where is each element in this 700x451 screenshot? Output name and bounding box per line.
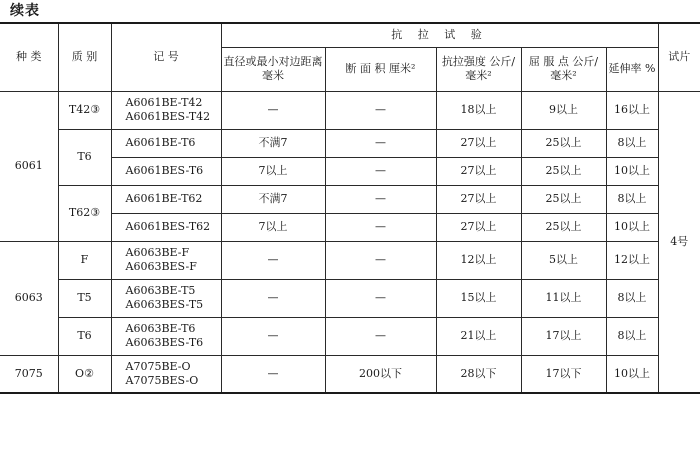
code-cell [111,91,221,129]
diameter-cell: 不满7 [221,185,325,213]
header-kind: 种 类 [0,23,58,91]
code-text: A7075BES-O [125,373,199,387]
elongation-cell: 16以上 [606,91,658,129]
code-cell [111,241,221,279]
elongation-cell: 12以上 [606,241,658,279]
area-cell: — [325,241,436,279]
yield-cell: 25以上 [521,213,606,241]
diameter-cell: 不满7 [221,129,325,157]
code-text: A6063BES-T6 [125,336,204,349]
tensile-cell: 15以上 [436,279,521,317]
code-cell [111,355,221,393]
code-text: A7075BE-O [125,360,191,373]
table-row [0,185,700,213]
code-cell [111,129,221,157]
yield-cell: 9以上 [521,91,606,129]
kind-cell: 7075 [0,355,58,393]
spec-table [0,22,700,394]
area-cell: — [325,91,436,129]
kind-cell: 6061 [0,91,58,241]
kind-cell: 6063 [0,241,58,355]
code-text: A6063BE-T6 [125,322,196,336]
tensile-cell: 27以上 [436,157,521,185]
temper-cell: T62③ [58,185,111,241]
tensile-cell: 27以上 [436,213,521,241]
code-text: A6061BE-T42 [125,96,203,110]
area-cell: — [325,185,436,213]
code-text: A6061BES-T6 [125,164,204,178]
area-cell: — [325,317,436,355]
yield-cell: 25以上 [521,157,606,185]
diameter-cell: — [221,355,325,393]
header-elongation: 延伸率 % [606,47,658,91]
diameter-cell: 7以上 [221,157,325,185]
elongation-cell: 8以上 [606,129,658,157]
code-cell [111,213,221,241]
header-specimen: 试片 [658,23,700,91]
temper-cell: T42③ [58,91,111,129]
temper-cell: T6 [58,317,111,355]
tensile-cell: 18以上 [436,91,521,129]
elongation-cell: 10以上 [606,157,658,185]
code-text: A6063BES-T5 [125,298,204,311]
table-row [0,129,700,157]
code-text: A6061BES-T62 [125,220,211,234]
diameter-cell: — [221,279,325,317]
elongation-cell: 8以上 [606,279,658,317]
diameter-cell: 7以上 [221,213,325,241]
yield-cell: 17以下 [521,355,606,393]
yield-cell: 5以上 [521,241,606,279]
table-row [0,241,700,279]
code-text: A6063BES-F [125,260,197,273]
header-area: 断 面 积 厘米² [325,47,436,91]
specimen-cell: 4号 [658,91,700,393]
tensile-cell: 12以上 [436,241,521,279]
area-cell: — [325,213,436,241]
tensile-cell: 27以上 [436,185,521,213]
code-cell [111,185,221,213]
temper-cell: F [58,241,111,279]
elongation-cell: 8以上 [606,317,658,355]
diameter-cell: — [221,317,325,355]
diameter-cell: — [221,91,325,129]
code-text: A6061BES-T42 [125,110,211,123]
code-text: A6061BE-T6 [125,136,196,150]
area-cell: — [325,129,436,157]
temper-cell: O② [58,355,111,393]
elongation-cell: 8以上 [606,185,658,213]
yield-cell: 17以上 [521,317,606,355]
code-text: A6063BE-F [125,246,190,260]
table-row [0,355,700,393]
yield-cell: 25以上 [521,185,606,213]
header-code: 记 号 [111,23,221,91]
code-cell [111,279,221,317]
code-cell [111,317,221,355]
table-caption: 续表 [10,3,40,19]
yield-cell: 25以上 [521,129,606,157]
header-temper: 质 别 [58,23,111,91]
tensile-cell: 28以下 [436,355,521,393]
tensile-cell: 27以上 [436,129,521,157]
code-cell [111,157,221,185]
header-yield-point: 屈 服 点 公斤/毫米² [521,47,606,91]
code-text: A6063BE-T5 [125,284,196,298]
elongation-cell: 10以上 [606,213,658,241]
temper-cell: T5 [58,279,111,317]
header-tensile-test: 抗 拉 试 验 [221,23,658,47]
tensile-cell: 21以上 [436,317,521,355]
table-row [0,317,700,355]
area-cell: 200以下 [325,355,436,393]
elongation-cell: 10以上 [606,355,658,393]
yield-cell: 11以上 [521,279,606,317]
header-diameter: 直径或最小对边距离 毫米 [221,47,325,91]
table-row [0,279,700,317]
header-tensile-strength: 抗拉强度 公斤/毫米² [436,47,521,91]
table-row [0,91,700,129]
area-cell: — [325,279,436,317]
table-body [0,91,700,393]
area-cell: — [325,157,436,185]
temper-cell: T6 [58,129,111,185]
diameter-cell: — [221,241,325,279]
code-text: A6061BE-T62 [125,192,203,206]
